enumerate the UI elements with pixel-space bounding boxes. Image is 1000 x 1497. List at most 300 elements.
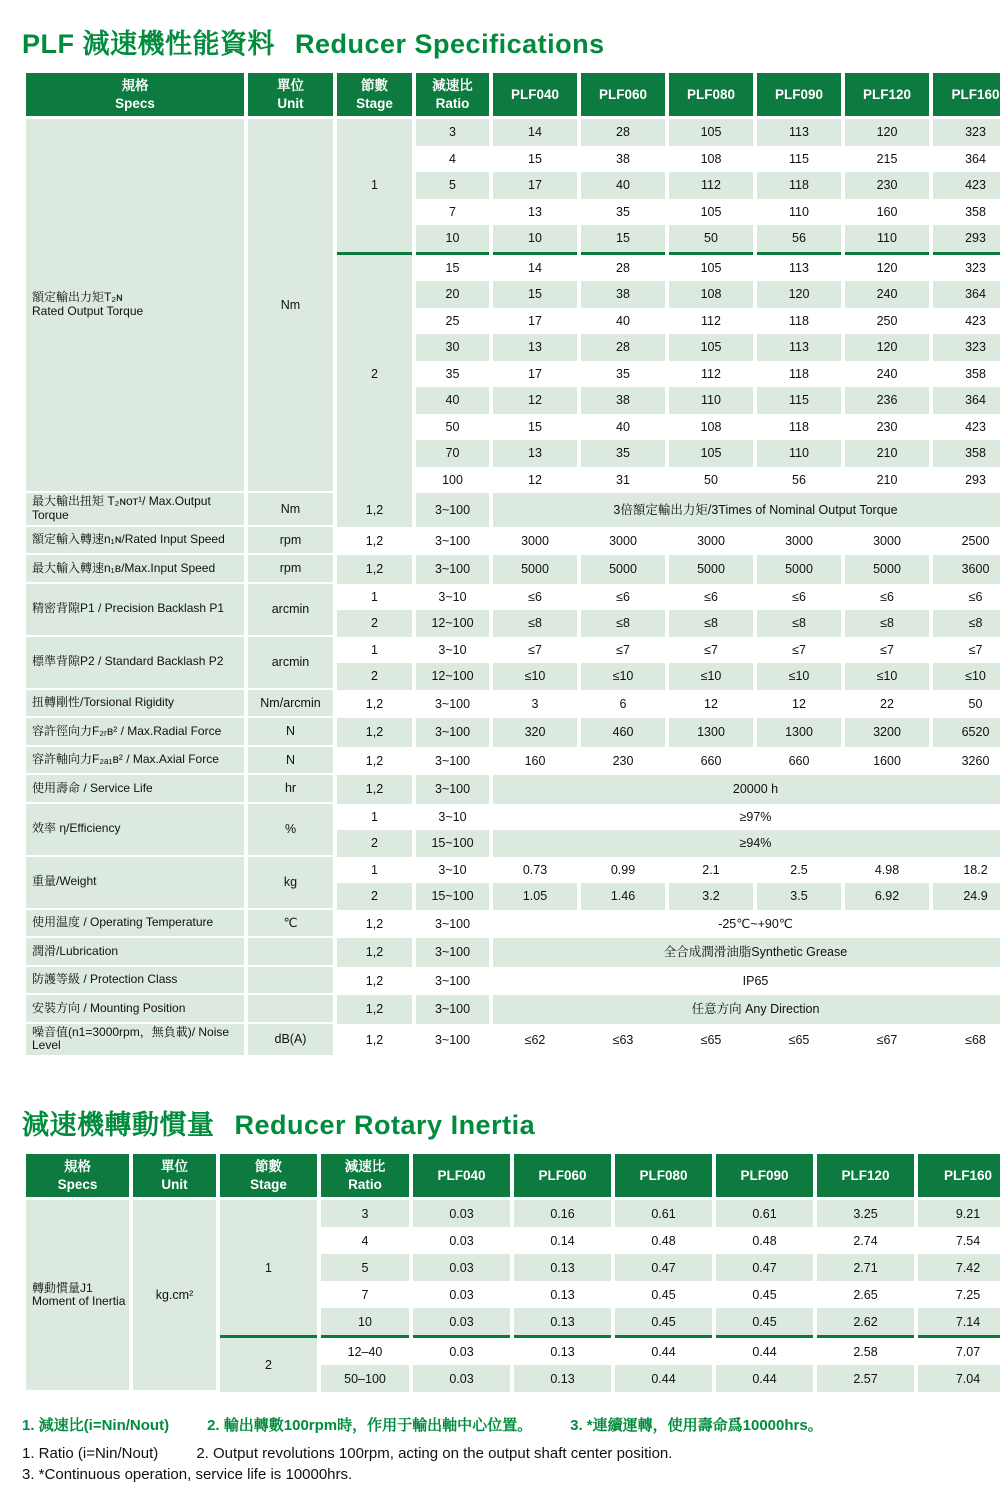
unit-cell: arcmin xyxy=(248,637,333,690)
value-cell: 0.03 xyxy=(413,1227,510,1254)
value-cell: 5000 xyxy=(581,555,665,584)
value-cell: 0.61 xyxy=(615,1200,712,1227)
value-cell: 14 xyxy=(493,119,577,146)
header-label-en: Unit xyxy=(277,95,304,111)
spec-label-cell: 最大輸出扭矩 T₂ɴᴏᴛ¹/ Max.Output Torque xyxy=(26,493,244,527)
unit-cell: ℃ xyxy=(248,910,333,939)
spec-table xyxy=(22,73,1000,1057)
unit-cell: Nm xyxy=(248,493,333,527)
value-cell: 13 xyxy=(493,334,577,361)
stage-cell: 1 xyxy=(337,637,412,664)
stage-cell: 1,2 xyxy=(337,527,412,556)
column-header-specs xyxy=(26,1154,129,1200)
spec-label-cell: 使用温度 / Operating Temperature xyxy=(26,910,244,939)
value-cell: ≤8 xyxy=(757,610,841,637)
ratio-cell: 35 xyxy=(416,361,489,388)
ratio-cell: 7 xyxy=(416,199,489,226)
value-cell: 0.45 xyxy=(615,1308,712,1335)
value-cell: 3000 xyxy=(581,527,665,556)
footnote-segment: 2. Output revolutions 100rpm, acting on the output shaft center position. xyxy=(196,1445,673,1463)
ratio-cell: 3~100 xyxy=(416,1024,489,1058)
spec-label-en: Moment of Inertia xyxy=(32,1294,126,1309)
column-header-model: PLF080 xyxy=(669,73,753,119)
value-cell: 323 xyxy=(933,119,1000,146)
footnote-zh xyxy=(22,1414,978,1435)
column-header-model: PLF090 xyxy=(757,73,841,119)
value-cell: ≤65 xyxy=(757,1024,841,1058)
ratio-cell: 5 xyxy=(321,1254,409,1281)
value-cell: ≤10 xyxy=(933,663,1000,690)
value-cell: 0.44 xyxy=(615,1335,712,1365)
table-row xyxy=(26,995,1000,1024)
value-cell: ≤8 xyxy=(845,610,929,637)
value-cell: ≤65 xyxy=(669,1024,753,1058)
value-cell: ≤6 xyxy=(757,584,841,611)
value-cell: 118 xyxy=(757,361,841,388)
value-cell: 7.42 xyxy=(918,1254,1000,1281)
value-cell: 2.65 xyxy=(817,1281,914,1308)
value-cell: 2.5 xyxy=(757,857,841,884)
stage-cell: 1 xyxy=(337,584,412,611)
unit-cell: Nm xyxy=(248,119,333,493)
stage-cell: 2 xyxy=(337,252,412,494)
value-cell: 364 xyxy=(933,146,1000,173)
value-cell: 120 xyxy=(845,252,929,282)
ratio-cell: 5 xyxy=(416,172,489,199)
stage-cell: 1,2 xyxy=(337,1024,412,1058)
ratio-cell: 50–100 xyxy=(321,1365,409,1392)
ratio-cell: 12~100 xyxy=(416,663,489,690)
value-cell: 120 xyxy=(845,334,929,361)
value-cell: 0.48 xyxy=(615,1227,712,1254)
header-label-en: Ratio xyxy=(348,1176,382,1192)
ratio-cell: 3~100 xyxy=(416,775,489,804)
value-cell: 6 xyxy=(581,690,665,719)
table-row xyxy=(26,1024,1000,1058)
value-cell: 3000 xyxy=(669,527,753,556)
ratio-cell: 50 xyxy=(416,414,489,441)
ratio-cell: 12~100 xyxy=(416,610,489,637)
value-cell: 6520 xyxy=(933,718,1000,747)
value-cell: 28 xyxy=(581,119,665,146)
merged-value-cell: IP65 xyxy=(493,967,1000,996)
value-cell: 240 xyxy=(845,281,929,308)
value-cell: 0.13 xyxy=(514,1254,611,1281)
value-cell: 15 xyxy=(581,225,665,252)
merged-value-cell: -25℃~+90℃ xyxy=(493,910,1000,939)
ratio-cell: 3~100 xyxy=(416,690,489,719)
table-row xyxy=(26,938,1000,967)
value-cell: 24.9 xyxy=(933,883,1000,910)
header-label-zh: 減速比 xyxy=(344,1159,386,1175)
spec-title-zh: PLF 減速機性能資料 xyxy=(22,29,275,59)
value-cell: ≤7 xyxy=(757,637,841,664)
stage-cell: 2 xyxy=(337,830,412,857)
stage-cell: 2 xyxy=(337,610,412,637)
value-cell: ≤7 xyxy=(581,637,665,664)
value-cell: 56 xyxy=(757,467,841,494)
ratio-cell: 3~10 xyxy=(416,857,489,884)
value-cell: 12 xyxy=(493,467,577,494)
value-cell: 4.98 xyxy=(845,857,929,884)
column-header-stage xyxy=(337,73,412,119)
ratio-cell: 3~100 xyxy=(416,747,489,776)
stage-cell: 2 xyxy=(337,663,412,690)
stage-cell: 1,2 xyxy=(337,775,412,804)
header-row xyxy=(26,1154,1000,1200)
stage-cell: 1 xyxy=(337,804,412,831)
stage-cell: 1,2 xyxy=(337,967,412,996)
unit-cell: Nm/arcmin xyxy=(248,690,333,719)
stage-cell: 1,2 xyxy=(337,747,412,776)
ratio-cell: 3~100 xyxy=(416,967,489,996)
unit-cell xyxy=(248,938,333,967)
value-cell: 12 xyxy=(493,387,577,414)
value-cell: 0.03 xyxy=(413,1335,510,1365)
value-cell: ≤8 xyxy=(581,610,665,637)
value-cell: 7.25 xyxy=(918,1281,1000,1308)
header-label-zh: 節數 xyxy=(361,78,388,93)
value-cell: 320 xyxy=(493,718,577,747)
value-cell: 323 xyxy=(933,252,1000,282)
column-header-model: PLF120 xyxy=(845,73,929,119)
spec-label-cell: 額定輸入轉速n₁ɴ/Rated Input Speed xyxy=(26,527,244,556)
value-cell: 14 xyxy=(493,252,577,282)
value-cell: 0.14 xyxy=(514,1227,611,1254)
value-cell: 38 xyxy=(581,146,665,173)
ratio-cell: 25 xyxy=(416,308,489,335)
value-cell: 110 xyxy=(845,225,929,252)
value-cell: ≤10 xyxy=(581,663,665,690)
value-cell: 0.99 xyxy=(581,857,665,884)
merged-value-cell: 20000 h xyxy=(493,775,1000,804)
value-cell: 230 xyxy=(581,747,665,776)
value-cell: 110 xyxy=(757,199,841,226)
value-cell: 0.03 xyxy=(413,1254,510,1281)
value-cell: 210 xyxy=(845,467,929,494)
value-cell: 110 xyxy=(669,387,753,414)
inertia-table-title xyxy=(22,1103,978,1142)
value-cell: 17 xyxy=(493,308,577,335)
ratio-cell: 3 xyxy=(416,119,489,146)
value-cell: 113 xyxy=(757,334,841,361)
value-cell: 0.13 xyxy=(514,1281,611,1308)
inertia-table xyxy=(22,1154,1000,1392)
value-cell: 13 xyxy=(493,440,577,467)
value-cell: 2.71 xyxy=(817,1254,914,1281)
column-header-model: PLF160 xyxy=(933,73,1000,119)
value-cell: 0.44 xyxy=(615,1365,712,1392)
table-body xyxy=(26,1200,1000,1392)
spec-label-cell: 防護等級 / Protection Class xyxy=(26,967,244,996)
value-cell: 230 xyxy=(845,414,929,441)
value-cell: 7.07 xyxy=(918,1335,1000,1365)
value-cell: 2500 xyxy=(933,527,1000,556)
value-cell: 118 xyxy=(757,414,841,441)
header-label-en: Unit xyxy=(161,1176,188,1192)
ratio-cell: 30 xyxy=(416,334,489,361)
value-cell: 293 xyxy=(933,467,1000,494)
footnote-en-1 xyxy=(22,1445,978,1462)
ratio-cell: 10 xyxy=(416,225,489,252)
value-cell: 35 xyxy=(581,361,665,388)
value-cell: 56 xyxy=(757,225,841,252)
value-cell: 40 xyxy=(581,308,665,335)
value-cell: 3600 xyxy=(933,555,1000,584)
table-row xyxy=(26,857,1000,884)
value-cell: 3200 xyxy=(845,718,929,747)
footnote-segment: 2. 輸出轉數100rpm時，作用于輸出軸中心位置。 xyxy=(207,1417,533,1435)
stage-cell: 1,2 xyxy=(337,938,412,967)
value-cell: 0.03 xyxy=(413,1308,510,1335)
value-cell: 358 xyxy=(933,199,1000,226)
value-cell: 110 xyxy=(757,440,841,467)
value-cell: ≤6 xyxy=(933,584,1000,611)
value-cell: ≤7 xyxy=(845,637,929,664)
spec-title-en: Reducer Specifications xyxy=(295,29,605,59)
value-cell: 38 xyxy=(581,281,665,308)
column-header-ratio xyxy=(416,73,489,119)
value-cell: 0.13 xyxy=(514,1365,611,1392)
value-cell: 1300 xyxy=(669,718,753,747)
ratio-cell: 3~10 xyxy=(416,584,489,611)
header-label-en: Stage xyxy=(356,95,393,111)
spec-label-cell: 噪音值(n1=3000rpm，無負載)/ Noise Level xyxy=(26,1024,244,1058)
merged-value-cell: ≥94% xyxy=(493,830,1000,857)
unit-cell: hr xyxy=(248,775,333,804)
value-cell: 10 xyxy=(493,225,577,252)
value-cell: 0.45 xyxy=(716,1308,813,1335)
value-cell: 105 xyxy=(669,252,753,282)
ratio-cell: 15 xyxy=(416,252,489,282)
column-header-model: PLF080 xyxy=(615,1154,712,1200)
column-header-ratio xyxy=(321,1154,409,1200)
value-cell: ≤6 xyxy=(493,584,577,611)
column-header-unit xyxy=(133,1154,216,1200)
spec-label-cell xyxy=(26,1200,129,1392)
value-cell: 40 xyxy=(581,172,665,199)
value-cell: 18.2 xyxy=(933,857,1000,884)
value-cell: 112 xyxy=(669,172,753,199)
value-cell: 35 xyxy=(581,199,665,226)
value-cell: 250 xyxy=(845,308,929,335)
merged-value-cell: 全合成潤滑油脂Synthetic Grease xyxy=(493,938,1000,967)
header-label-zh: 單位 xyxy=(161,1159,188,1175)
value-cell: 13 xyxy=(493,199,577,226)
value-cell: 7.54 xyxy=(918,1227,1000,1254)
spec-label-cell: 精密背隙P1 / Precision Backlash P1 xyxy=(26,584,244,637)
column-header-model: PLF090 xyxy=(716,1154,813,1200)
value-cell: 460 xyxy=(581,718,665,747)
unit-cell: % xyxy=(248,804,333,857)
column-header-model: PLF040 xyxy=(413,1154,510,1200)
value-cell: 660 xyxy=(669,747,753,776)
value-cell: 0.47 xyxy=(716,1254,813,1281)
value-cell: 108 xyxy=(669,414,753,441)
value-cell: 7.14 xyxy=(918,1308,1000,1335)
value-cell: 0.61 xyxy=(716,1200,813,1227)
header-label-zh: 規格 xyxy=(64,1159,91,1175)
stage-cell: 1,2 xyxy=(337,555,412,584)
value-cell: 115 xyxy=(757,387,841,414)
table-row xyxy=(26,493,1000,527)
ratio-cell: 100 xyxy=(416,467,489,494)
merged-value-cell: ≥97% xyxy=(493,804,1000,831)
value-cell: 50 xyxy=(933,690,1000,719)
value-cell: 423 xyxy=(933,172,1000,199)
stage-cell: 2 xyxy=(220,1335,317,1392)
value-cell: ≤7 xyxy=(669,637,753,664)
ratio-cell: 3~100 xyxy=(416,910,489,939)
value-cell: 118 xyxy=(757,308,841,335)
column-header-model: PLF120 xyxy=(817,1154,914,1200)
stage-cell: 1,2 xyxy=(337,690,412,719)
stage-cell: 1,2 xyxy=(337,718,412,747)
value-cell: 120 xyxy=(845,119,929,146)
value-cell: 105 xyxy=(669,119,753,146)
value-cell: 210 xyxy=(845,440,929,467)
value-cell: ≤68 xyxy=(933,1024,1000,1058)
unit-cell: kg xyxy=(248,857,333,910)
ratio-cell: 15~100 xyxy=(416,830,489,857)
spec-label-cell: 潤滑/Lubrication xyxy=(26,938,244,967)
value-cell: 0.44 xyxy=(716,1335,813,1365)
ratio-cell: 3~100 xyxy=(416,938,489,967)
inertia-title-zh: 減速機轉動慣量 xyxy=(22,1110,215,1141)
spec-label-cell: 標準背隙P2 / Standard Backlash P2 xyxy=(26,637,244,690)
value-cell: 358 xyxy=(933,440,1000,467)
value-cell: 28 xyxy=(581,334,665,361)
table-body xyxy=(26,119,1000,1057)
table-row xyxy=(26,967,1000,996)
value-cell: 50 xyxy=(669,225,753,252)
value-cell: 38 xyxy=(581,387,665,414)
value-cell: 423 xyxy=(933,414,1000,441)
ratio-cell: 7 xyxy=(321,1281,409,1308)
table-row xyxy=(26,718,1000,747)
table-row xyxy=(26,119,1000,146)
value-cell: 230 xyxy=(845,172,929,199)
ratio-cell: 3~100 xyxy=(416,527,489,556)
header-label-zh: 單位 xyxy=(277,78,304,93)
value-cell: 118 xyxy=(757,172,841,199)
value-cell: 6.92 xyxy=(845,883,929,910)
value-cell: ≤10 xyxy=(493,663,577,690)
unit-cell: N xyxy=(248,718,333,747)
value-cell: 105 xyxy=(669,334,753,361)
value-cell: 0.45 xyxy=(716,1281,813,1308)
value-cell: 112 xyxy=(669,361,753,388)
value-cell: 0.16 xyxy=(514,1200,611,1227)
value-cell: 113 xyxy=(757,252,841,282)
unit-cell: rpm xyxy=(248,527,333,556)
value-cell: ≤63 xyxy=(581,1024,665,1058)
footnote-segment: 1. 減速比(i=Nin/Nout) xyxy=(22,1417,170,1435)
ratio-cell: 15~100 xyxy=(416,883,489,910)
ratio-cell: 4 xyxy=(321,1227,409,1254)
stage-cell: 1 xyxy=(337,857,412,884)
spec-label-en: Rated Output Torque xyxy=(32,304,144,319)
value-cell: 3.2 xyxy=(669,883,753,910)
value-cell: 0.13 xyxy=(514,1335,611,1365)
value-cell: ≤8 xyxy=(669,610,753,637)
value-cell: ≤8 xyxy=(933,610,1000,637)
value-cell: 15 xyxy=(493,146,577,173)
value-cell: 3.5 xyxy=(757,883,841,910)
value-cell: ≤6 xyxy=(669,584,753,611)
value-cell: 323 xyxy=(933,334,1000,361)
column-header-model: PLF040 xyxy=(493,73,577,119)
header-label-en: Specs xyxy=(115,95,155,111)
ratio-cell: 40 xyxy=(416,387,489,414)
value-cell: 3000 xyxy=(493,527,577,556)
value-cell: 5000 xyxy=(845,555,929,584)
ratio-cell: 3~100 xyxy=(416,718,489,747)
value-cell: 3260 xyxy=(933,747,1000,776)
value-cell: 3000 xyxy=(845,527,929,556)
ratio-cell: 3~10 xyxy=(416,637,489,664)
table-row xyxy=(26,637,1000,664)
value-cell: 3 xyxy=(493,690,577,719)
value-cell: ≤6 xyxy=(581,584,665,611)
merged-value-cell: 3倍額定輸出力矩/3Times of Nominal Output Torque xyxy=(493,493,1000,527)
value-cell: ≤7 xyxy=(493,637,577,664)
unit-cell: rpm xyxy=(248,555,333,584)
value-cell: 2.74 xyxy=(817,1227,914,1254)
value-cell: ≤67 xyxy=(845,1024,929,1058)
unit-cell: N xyxy=(248,747,333,776)
value-cell: 160 xyxy=(845,199,929,226)
value-cell: 5000 xyxy=(669,555,753,584)
value-cell: 31 xyxy=(581,467,665,494)
footnote-en-2: 3. *Continuous operation, service life is 10000hrs. xyxy=(22,1466,353,1484)
value-cell: 0.03 xyxy=(413,1365,510,1392)
value-cell: 215 xyxy=(845,146,929,173)
table-row xyxy=(26,804,1000,831)
spec-table-title xyxy=(22,22,978,61)
value-cell: 35 xyxy=(581,440,665,467)
table-row xyxy=(26,775,1000,804)
unit-cell xyxy=(248,995,333,1024)
inertia-title-en: Reducer Rotary Inertia xyxy=(234,1110,536,1141)
value-cell: ≤10 xyxy=(669,663,753,690)
value-cell: 108 xyxy=(669,281,753,308)
value-cell: 2.58 xyxy=(817,1335,914,1365)
value-cell: 5000 xyxy=(493,555,577,584)
value-cell: ≤10 xyxy=(757,663,841,690)
value-cell: ≤6 xyxy=(845,584,929,611)
value-cell: 0.03 xyxy=(413,1281,510,1308)
value-cell: 105 xyxy=(669,440,753,467)
value-cell: 108 xyxy=(669,146,753,173)
table-row xyxy=(26,1200,1000,1227)
ratio-cell: 4 xyxy=(416,146,489,173)
stage-cell: 1,2 xyxy=(337,910,412,939)
spec-label-cell: 使用壽命 / Service Life xyxy=(26,775,244,804)
merged-value-cell: 任意方向 Any Direction xyxy=(493,995,1000,1024)
value-cell: ≤10 xyxy=(845,663,929,690)
table-head xyxy=(26,73,1000,119)
value-cell: 9.21 xyxy=(918,1200,1000,1227)
value-cell: 423 xyxy=(933,308,1000,335)
value-cell: 3000 xyxy=(757,527,841,556)
unit-cell xyxy=(248,967,333,996)
table-row xyxy=(26,555,1000,584)
stage-cell: 1 xyxy=(220,1200,317,1335)
value-cell: 22 xyxy=(845,690,929,719)
value-cell: 17 xyxy=(493,172,577,199)
spec-label-cell: 容許徑向力F₂ᵣʙ² / Max.Radial Force xyxy=(26,718,244,747)
